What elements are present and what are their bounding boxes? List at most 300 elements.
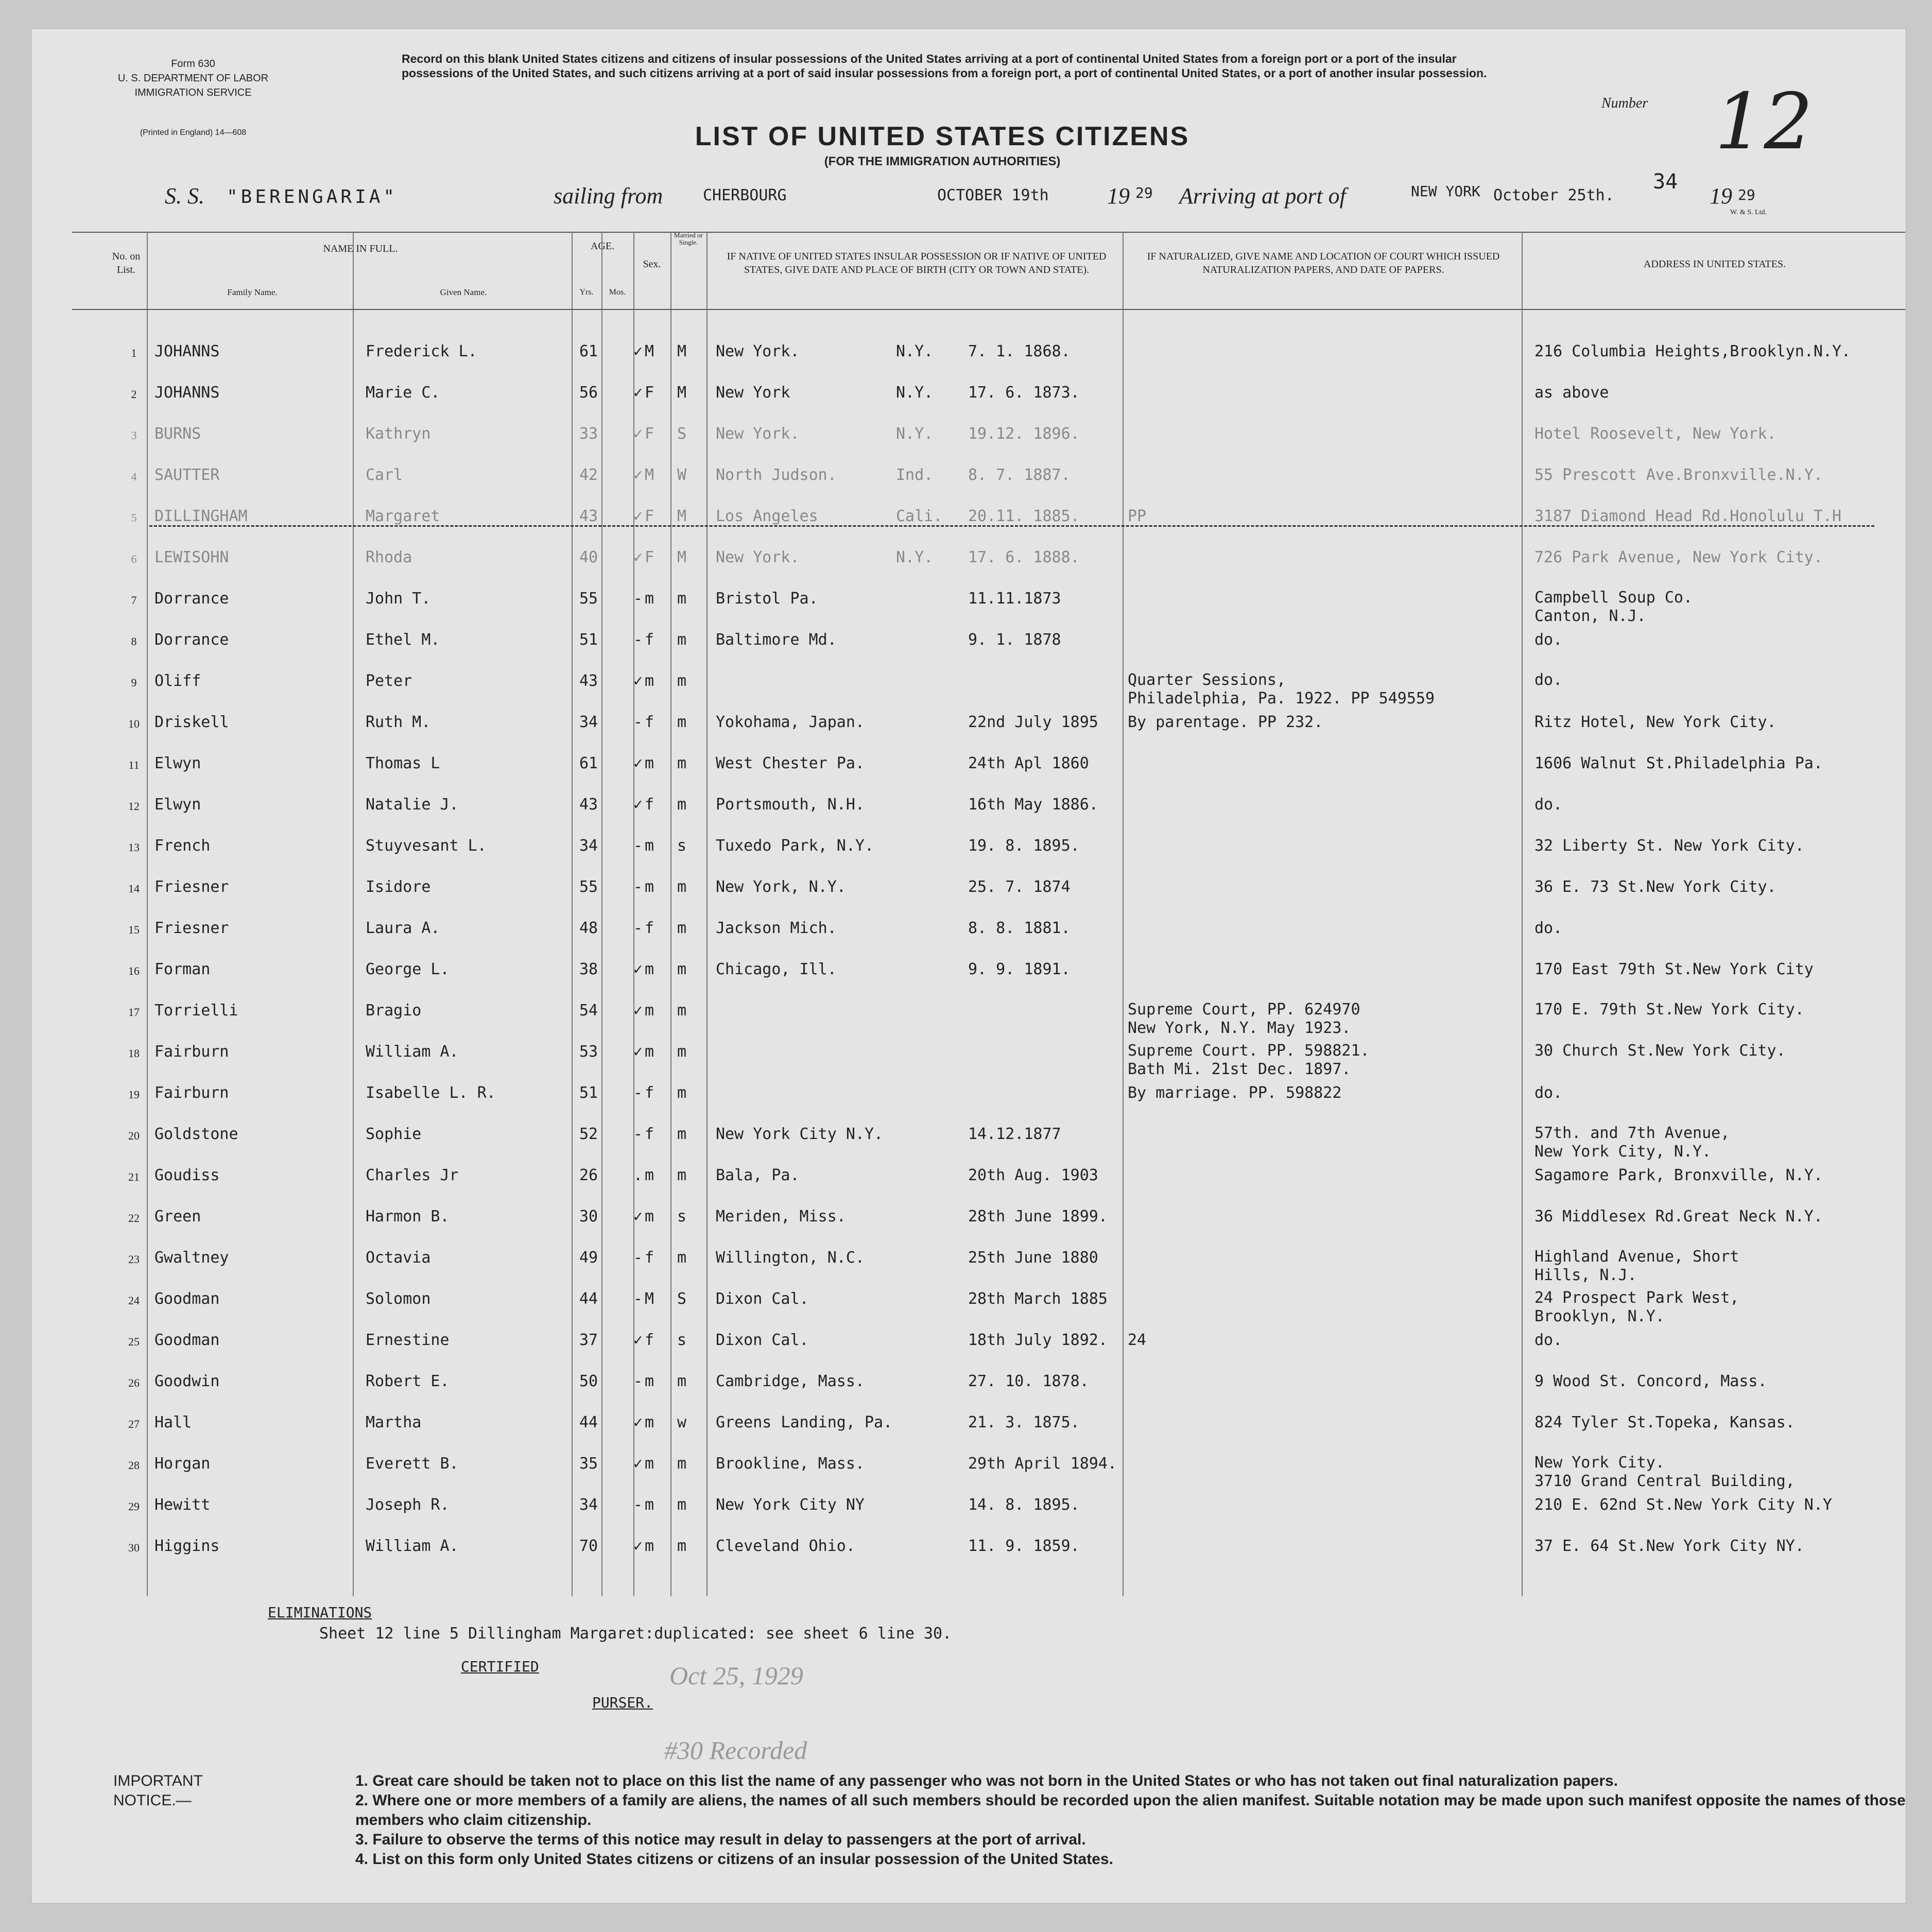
sex-value: m (645, 590, 654, 608)
family-name: Goldstone (154, 1125, 238, 1143)
birth-date: 25th June 1880 (968, 1249, 1098, 1267)
age-months: ✓ (633, 1002, 643, 1020)
sex-value: m (645, 837, 654, 855)
age-years: 43 (579, 507, 598, 525)
birth-date: 20th Aug. 1903 (968, 1166, 1098, 1184)
age-months: ✓ (633, 1455, 643, 1473)
age-years: 34 (579, 713, 598, 731)
birth-date: 17. 6. 1873. (968, 384, 1080, 402)
birth-place: Willington, N.C. (716, 1249, 865, 1267)
family-name: Green (154, 1208, 201, 1226)
birth-place: Baltimore Md. (716, 631, 837, 649)
birth-place: Cambridge, Mass. (716, 1372, 865, 1390)
age-months: ✓ (633, 796, 643, 814)
given-name: Carl (366, 466, 403, 484)
age-years: 61 (579, 754, 598, 772)
marital-status: M (677, 342, 687, 360)
given-name: Solomon (366, 1290, 431, 1308)
age-months: ✓ (633, 1043, 643, 1061)
age-years: 51 (579, 631, 598, 649)
birth-date: 28th June 1899. (968, 1208, 1108, 1226)
address-line-2: New York City, N.Y. (1534, 1143, 1712, 1161)
family-name: Hewitt (154, 1496, 211, 1514)
row-number: 28 (128, 1459, 140, 1472)
marital-status: M (677, 548, 687, 566)
handwritten-date: Oct 25, 1929 (669, 1661, 803, 1690)
marital-status: S (677, 425, 687, 443)
naturalization-line-2: New York, N.Y. May 1923. (1128, 1019, 1351, 1037)
given-name: Robert E. (366, 1372, 450, 1390)
page-subtitle: (FOR THE IMMIGRATION AUTHORITIES) (824, 154, 1061, 168)
family-name: Goodman (154, 1290, 220, 1308)
marital-status: w (677, 1413, 687, 1431)
address-line-1: 726 Park Avenue, New York City. (1534, 548, 1823, 566)
birth-place: Yokohama, Japan. (716, 713, 865, 731)
sex-value: F (645, 548, 654, 566)
marital-status: m (677, 672, 687, 690)
naturalization-line-1: PP (1128, 507, 1147, 525)
sex-value: f (645, 1125, 654, 1143)
address-line-2: Canton, N.J. (1534, 607, 1646, 625)
given-name: George L. (366, 960, 450, 978)
marital-status: m (677, 1166, 687, 1184)
row-number: 7 (131, 594, 137, 607)
ss-label: S. S. (165, 183, 204, 209)
birth-place: New York City N.Y. (716, 1125, 884, 1143)
sex-value: M (645, 466, 654, 484)
given-name: Isidore (366, 878, 431, 896)
age-years: 43 (579, 672, 598, 690)
row-number: 16 (128, 964, 140, 977)
address-line-1: 9 Wood St. Concord, Mass. (1534, 1372, 1767, 1390)
birth-date: 24th Apl 1860 (968, 754, 1089, 772)
given-name: Octavia (366, 1249, 431, 1267)
table-row (72, 754, 1905, 790)
birth-date: 20.11. 1885. (968, 507, 1080, 525)
birth-state: N.Y. (896, 384, 934, 402)
row-number: 19 (128, 1088, 140, 1101)
marital-status: m (677, 1249, 687, 1267)
naturalization-line-1: By marriage. PP. 598822 (1128, 1084, 1342, 1102)
address-line-1: 170 E. 79th St.New York City. (1534, 1001, 1804, 1019)
sex-value: f (645, 1249, 654, 1267)
birth-date: 11.11.1873 (968, 590, 1061, 608)
age-months: ✓ (633, 754, 643, 772)
row-number: 3 (131, 429, 137, 442)
age-months: - (633, 1084, 643, 1102)
age-months: - (633, 1496, 643, 1514)
table-row (72, 1496, 1905, 1532)
given-name: Natalie J. (366, 796, 459, 814)
age-months: ✓ (633, 1208, 643, 1226)
row-number: 23 (128, 1253, 140, 1266)
table-row (72, 466, 1905, 502)
arrival-port: NEW YORK (1411, 183, 1480, 200)
marital-status: M (677, 384, 687, 402)
sex-value: m (645, 1166, 654, 1184)
service-name: IMMIGRATION SERVICE (134, 87, 252, 98)
naturalization-line-2: Philadelphia, Pa. 1922. PP 549559 (1128, 689, 1435, 708)
sex-value: f (645, 631, 654, 649)
table-row (72, 1166, 1905, 1202)
birth-place: Chicago, Ill. (716, 960, 837, 978)
age-months: ✓ (633, 960, 643, 978)
birth-date: 9. 9. 1891. (968, 960, 1071, 978)
row-number: 20 (128, 1129, 140, 1142)
birth-place: Tuxedo Park, N.Y. (716, 837, 874, 855)
sailing-label: sailing from (554, 183, 663, 209)
given-name: Margaret (366, 507, 440, 525)
sex-value: m (645, 1043, 654, 1061)
col-header-naturalized: IF NATURALIZED, GIVE NAME AND LOCATION OF COURT WHICH ISSUED NATURALIZATION PAPERS, AND DATE OF PAPERS. (1147, 251, 1500, 275)
table-row (72, 507, 1905, 543)
marital-status: m (677, 878, 687, 896)
address-line-1: New York City. (1534, 1454, 1665, 1472)
arrival-year-prefix: 19 (1710, 183, 1732, 209)
age-years: 44 (579, 1413, 598, 1431)
age-years: 54 (579, 1002, 598, 1020)
family-name: Torrielli (154, 1002, 238, 1020)
given-name: Joseph R. (366, 1496, 450, 1514)
address-line-1: Hotel Roosevelt, New York. (1534, 425, 1776, 443)
address-line-1: do. (1534, 1084, 1563, 1102)
family-name: Friesner (154, 878, 229, 896)
sex-value: m (645, 1208, 654, 1226)
age-months: - (633, 1290, 643, 1308)
col-header-name: NAME IN FULL. (323, 243, 398, 254)
age-years: 38 (579, 960, 598, 978)
marital-status: m (677, 1084, 687, 1102)
departure-year-prefix: 19 (1107, 183, 1130, 209)
birth-state: Ind. (896, 466, 934, 484)
age-years: 26 (579, 1166, 598, 1184)
table-row (72, 590, 1905, 626)
family-name: Horgan (154, 1455, 211, 1473)
age-years: 35 (579, 1455, 598, 1473)
age-months: - (633, 631, 643, 649)
age-years: 61 (579, 342, 598, 360)
birth-date: 8. 7. 1887. (968, 466, 1071, 484)
birth-place: New York (716, 384, 790, 402)
address-line-2: 3710 Grand Central Building, (1534, 1472, 1795, 1490)
age-years: 52 (579, 1125, 598, 1143)
address-line-1: 37 E. 64 St.New York City NY. (1534, 1537, 1804, 1555)
arrival-extra: 34 (1653, 170, 1678, 194)
marital-status: m (677, 796, 687, 814)
birth-place: Jackson Mich. (716, 919, 837, 937)
row-number: 12 (128, 800, 140, 813)
row-number: 22 (128, 1212, 140, 1224)
address-line-1: 1606 Walnut St.Philadelphia Pa. (1534, 754, 1823, 772)
birth-place: Portsmouth, N.H. (716, 796, 865, 814)
table-row (72, 1413, 1905, 1450)
birth-date: 7. 1. 1868. (968, 342, 1071, 360)
sex-value: m (645, 754, 654, 772)
notice-label: IMPORTANT NOTICE.— (113, 1772, 203, 1809)
address-line-2: Hills, N.J. (1534, 1266, 1637, 1284)
given-name: Thomas L (366, 754, 440, 772)
col-header-yrs: Yrs. (579, 288, 594, 297)
sex-value: f (645, 919, 654, 937)
col-header-no: No. on List. (112, 251, 141, 275)
marital-status: m (677, 919, 687, 937)
marital-status: s (677, 1331, 687, 1349)
table-row (72, 1125, 1905, 1161)
marital-status: m (677, 960, 687, 978)
given-name: Stuyvesant L. (366, 837, 487, 855)
eliminations-label: ELIMINATIONS (268, 1604, 372, 1621)
birth-place: West Chester Pa. (716, 754, 865, 772)
address-line-1: 170 East 79th St.New York City (1534, 960, 1814, 978)
birth-date: 29th April 1894. (968, 1455, 1117, 1473)
table-row (72, 960, 1905, 996)
table-row (72, 878, 1905, 914)
family-name: LEWISOHN (154, 548, 229, 566)
naturalization-line-1: Supreme Court, PP. 624970 (1128, 1001, 1360, 1019)
table-row (72, 1290, 1905, 1326)
age-years: 70 (579, 1537, 598, 1555)
row-number: 13 (128, 841, 140, 854)
age-years: 43 (579, 796, 598, 814)
age-months: - (633, 1249, 643, 1267)
birth-date: 11. 9. 1859. (968, 1537, 1080, 1555)
age-years: 51 (579, 1084, 598, 1102)
age-years: 49 (579, 1249, 598, 1267)
address-line-2: Brooklyn, N.Y. (1534, 1307, 1665, 1325)
age-months: - (633, 713, 643, 731)
birth-date: 14. 8. 1895. (968, 1496, 1080, 1514)
address-line-1: do. (1534, 671, 1563, 689)
col-header-sex: Sex. (643, 258, 661, 270)
col-header-birth: IF NATIVE OF UNITED STATES INSULAR POSSESSION OR IF NATIVE OF UNITED STATES, GIVE DATE AND PLACE OF BIRTH (CITY OR TOWN AND STATE). (727, 251, 1107, 275)
age-months: . (633, 1166, 643, 1184)
given-name: Marie C. (366, 384, 440, 402)
given-name: Charles Jr (366, 1166, 459, 1184)
marital-status: m (677, 1496, 687, 1514)
family-name: JOHANNS (154, 342, 220, 360)
row-number: 4 (131, 470, 137, 483)
marital-status: m (677, 1537, 687, 1555)
family-name: Dorrance (154, 631, 229, 649)
header-rule (72, 309, 1905, 310)
age-months: ✓ (633, 425, 643, 443)
birth-place: Brookline, Mass. (716, 1455, 865, 1473)
age-months: - (633, 919, 643, 937)
sex-value: m (645, 1372, 654, 1390)
row-number: 18 (128, 1047, 140, 1060)
naturalization-line-1: Supreme Court. PP. 598821. (1128, 1042, 1370, 1060)
given-name: Rhoda (366, 548, 412, 566)
address-line-1: 36 Middlesex Rd.Great Neck N.Y. (1534, 1208, 1823, 1226)
row-number: 11 (128, 758, 140, 771)
row-number: 17 (128, 1006, 140, 1019)
sex-value: m (645, 1455, 654, 1473)
age-months: - (633, 1372, 643, 1390)
age-months: ✓ (633, 466, 643, 484)
birth-date: 19.12. 1896. (968, 425, 1080, 443)
birth-place: Bala, Pa. (716, 1166, 800, 1184)
age-years: 53 (579, 1043, 598, 1061)
sex-value: f (645, 1084, 654, 1102)
col-header-age: AGE. (590, 240, 615, 252)
birth-date: 14.12.1877 (968, 1125, 1061, 1143)
age-years: 50 (579, 1372, 598, 1390)
form-number: Form 630 (171, 58, 215, 70)
age-years: 34 (579, 837, 598, 855)
notice-item: 2. Where one or more members of a family are aliens, the names of all such members should be recorded upon the alien manifest. Suitable notation may be made upon such manifest opposite the names of those members who claim citizenship. (355, 1792, 1906, 1829)
row-number: 24 (128, 1294, 140, 1307)
given-name: Ernestine (366, 1331, 450, 1349)
table-row (72, 425, 1905, 461)
family-name: Oliff (154, 672, 201, 690)
age-months: - (633, 590, 643, 608)
given-name: Everett B. (366, 1455, 459, 1473)
table-row (72, 1249, 1905, 1285)
notice-items (355, 1771, 1932, 1869)
given-name: Sophie (366, 1125, 422, 1143)
age-months: ✓ (633, 507, 643, 525)
arriving-label: Arriving at port of (1179, 183, 1346, 209)
table-row (72, 837, 1905, 873)
birth-date: 16th May 1886. (968, 796, 1098, 814)
row-number: 9 (131, 676, 137, 689)
birth-date: 22nd July 1895 (968, 713, 1098, 731)
col-header-address: ADDRESS IN UNITED STATES. (1643, 258, 1786, 270)
birth-place: Cleveland Ohio. (716, 1537, 855, 1555)
age-months: ✓ (633, 384, 643, 402)
marital-status: s (677, 1208, 687, 1226)
number-label: Number (1601, 95, 1648, 111)
sex-value: F (645, 507, 654, 525)
row-number: 8 (131, 635, 137, 648)
table-row (72, 1537, 1905, 1573)
age-months: ✓ (633, 1537, 643, 1555)
address-line-1: Campbell Soup Co. (1534, 589, 1693, 607)
row-number: 30 (128, 1541, 140, 1554)
row-number: 14 (128, 882, 140, 895)
address-line-1: 24 Prospect Park West, (1534, 1289, 1739, 1307)
address-line-1: do. (1534, 919, 1563, 937)
printer-mark: W. & S. Ltd. (1730, 209, 1767, 216)
marital-status: M (677, 507, 687, 525)
birth-state: N.Y. (896, 548, 934, 566)
age-months: ✓ (633, 672, 643, 690)
table-row (72, 1455, 1905, 1491)
departure-date: OCTOBER 19th (937, 186, 1049, 204)
family-name: SAUTTER (154, 466, 220, 484)
family-name: Fairburn (154, 1084, 229, 1102)
age-years: 55 (579, 590, 598, 608)
given-name: John T. (366, 590, 431, 608)
table-row (72, 548, 1905, 584)
sex-value: f (645, 713, 654, 731)
sex-value: m (645, 878, 654, 896)
birth-date: 17. 6. 1888. (968, 548, 1080, 566)
sex-value: f (645, 1331, 654, 1349)
family-name: Elwyn (154, 754, 201, 772)
col-header-family: Family Name. (227, 287, 278, 297)
table-row (72, 1084, 1905, 1120)
row-number: 21 (128, 1170, 140, 1183)
given-name: Ethel M. (366, 631, 440, 649)
arrival-year: 29 (1738, 186, 1755, 203)
family-name: Goodman (154, 1331, 220, 1349)
row-number: 10 (128, 717, 140, 730)
birth-state: N.Y. (896, 425, 934, 443)
birth-place: New York. (716, 425, 800, 443)
row-number: 15 (128, 923, 140, 936)
handwritten-count: #30 Recorded (664, 1736, 807, 1765)
col-header-married: Married or Single. (674, 231, 703, 246)
age-years: 56 (579, 384, 598, 402)
age-months: ✓ (633, 548, 643, 566)
sex-value: m (645, 1496, 654, 1514)
family-name: Dorrance (154, 590, 229, 608)
table-row (72, 1043, 1905, 1079)
marital-status: m (677, 713, 687, 731)
table-row (72, 384, 1905, 420)
given-name: Ruth M. (366, 713, 431, 731)
birth-place: North Judson. (716, 466, 837, 484)
departure-year: 29 (1135, 184, 1153, 201)
sex-value: m (645, 1413, 654, 1431)
table-row (72, 1372, 1905, 1408)
age-years: 34 (579, 1496, 598, 1514)
birth-place: New York, N.Y. (716, 878, 846, 896)
col-header-given: Given Name. (440, 287, 487, 297)
table-row (72, 1208, 1905, 1244)
given-name: Bragio (366, 1002, 422, 1020)
family-name: Elwyn (154, 796, 201, 814)
marital-status: m (677, 1455, 687, 1473)
given-name: William A. (366, 1043, 459, 1061)
age-months: ✓ (633, 1331, 643, 1349)
family-name: Friesner (154, 919, 229, 937)
sex-value: M (645, 342, 654, 360)
birth-date: 28th March 1885 (968, 1290, 1108, 1308)
naturalization-line-1: 24 (1128, 1331, 1147, 1349)
given-name: Isabelle L. R. (366, 1084, 496, 1102)
birth-date: 25. 7. 1874 (968, 878, 1071, 896)
row-number: 2 (131, 388, 137, 401)
age-months: - (633, 878, 643, 896)
marital-status: m (677, 1002, 687, 1020)
address-line-1: do. (1534, 796, 1563, 814)
naturalization-line-1: Quarter Sessions, (1128, 671, 1286, 689)
ship-name: "BERENGARIA" (227, 186, 398, 208)
address-line-1: 3187 Diamond Head Rd.Honolulu T.H (1534, 507, 1842, 525)
arrival-date: October 25th. (1493, 186, 1614, 204)
birth-date: 19. 8. 1895. (968, 837, 1080, 855)
address-line-1: 32 Liberty St. New York City. (1534, 837, 1804, 855)
sex-value: F (645, 384, 654, 402)
age-months: - (633, 1125, 643, 1143)
sex-value: f (645, 796, 654, 814)
sex-value: m (645, 960, 654, 978)
address-line-1: as above (1534, 384, 1609, 402)
address-line-1: Highland Avenue, Short (1534, 1248, 1739, 1266)
table-row (72, 342, 1905, 378)
age-years: 55 (579, 878, 598, 896)
given-name: Frederick L. (366, 342, 477, 360)
age-years: 30 (579, 1208, 598, 1226)
given-name: Peter (366, 672, 412, 690)
birth-place: Meriden, Miss. (716, 1208, 846, 1226)
marital-status: m (677, 1043, 687, 1061)
birth-place: New York City NY (716, 1496, 865, 1514)
elimination-note: Sheet 12 line 5 Dillingham Margaret:duplicated: see sheet 6 line 30. (319, 1625, 952, 1643)
departure-port: CHERBOURG (703, 186, 787, 204)
